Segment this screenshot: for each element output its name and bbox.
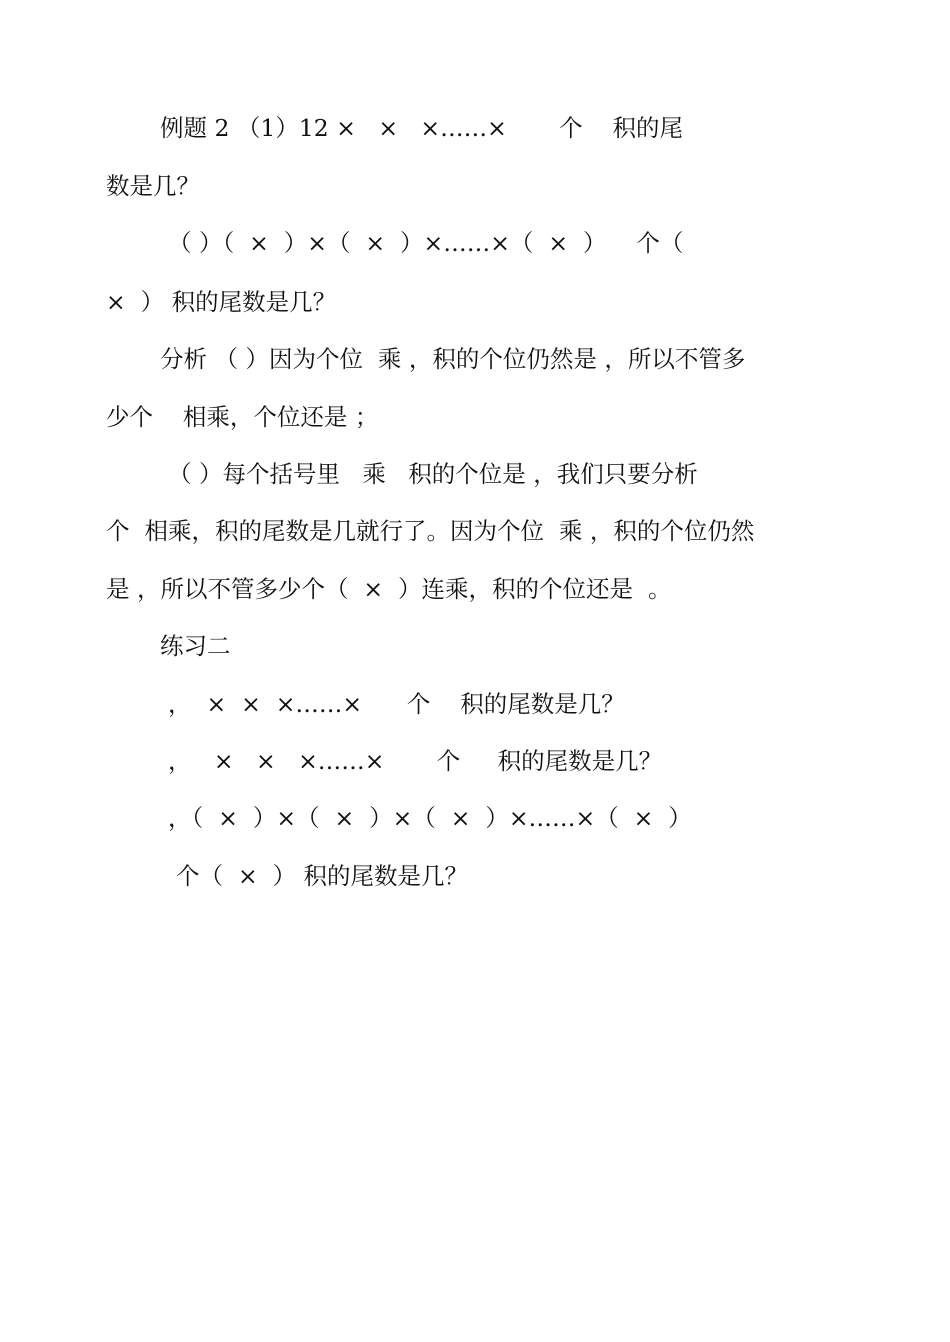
exercise-item-2: ， × × ×……× 个 积的尾数是几？: [168, 747, 663, 775]
analysis-part-2-line-3: 是 ，所以不管多少个（ × ）连乘，积的个位还是 。: [106, 575, 672, 603]
analysis-part-2-line-2: 个 相乘，积的尾数是几就行了。因为个位 乘 ，积的个位仍然: [106, 517, 755, 545]
example-2-part-2-line-2: × ） 积的尾数是几？: [106, 288, 337, 316]
exercise-2-heading: 练习二: [160, 632, 231, 660]
example-2-part-2-line-1: （ ）（ × ）×（ × ）×……×（ × ） 个（: [168, 229, 684, 257]
exercise-item-3-line-1: ，（ × ）×（ × ）×（ × ）×……×（ × ）: [168, 804, 692, 832]
analysis-line-2: 少个 相乘，个位还是 ；: [106, 403, 379, 431]
analysis-line-1: 分析 （ ）因为个位 乘 ，积的个位仍然是 ，所以不管多: [160, 345, 746, 373]
example-2-line-1: 例题 2 （1）12 × × ×……× 个 积的尾: [160, 114, 683, 142]
analysis-part-2-line-1: （ ）每个括号里 乘 积的个位是 ，我们只要分析: [168, 460, 698, 488]
example-2-line-2: 数是几？: [106, 172, 200, 200]
exercise-item-1: ， × × ×……× 个 积的尾数是几？: [168, 690, 625, 718]
exercise-item-3-line-2: 个（ × ） 积的尾数是几？: [176, 862, 469, 890]
